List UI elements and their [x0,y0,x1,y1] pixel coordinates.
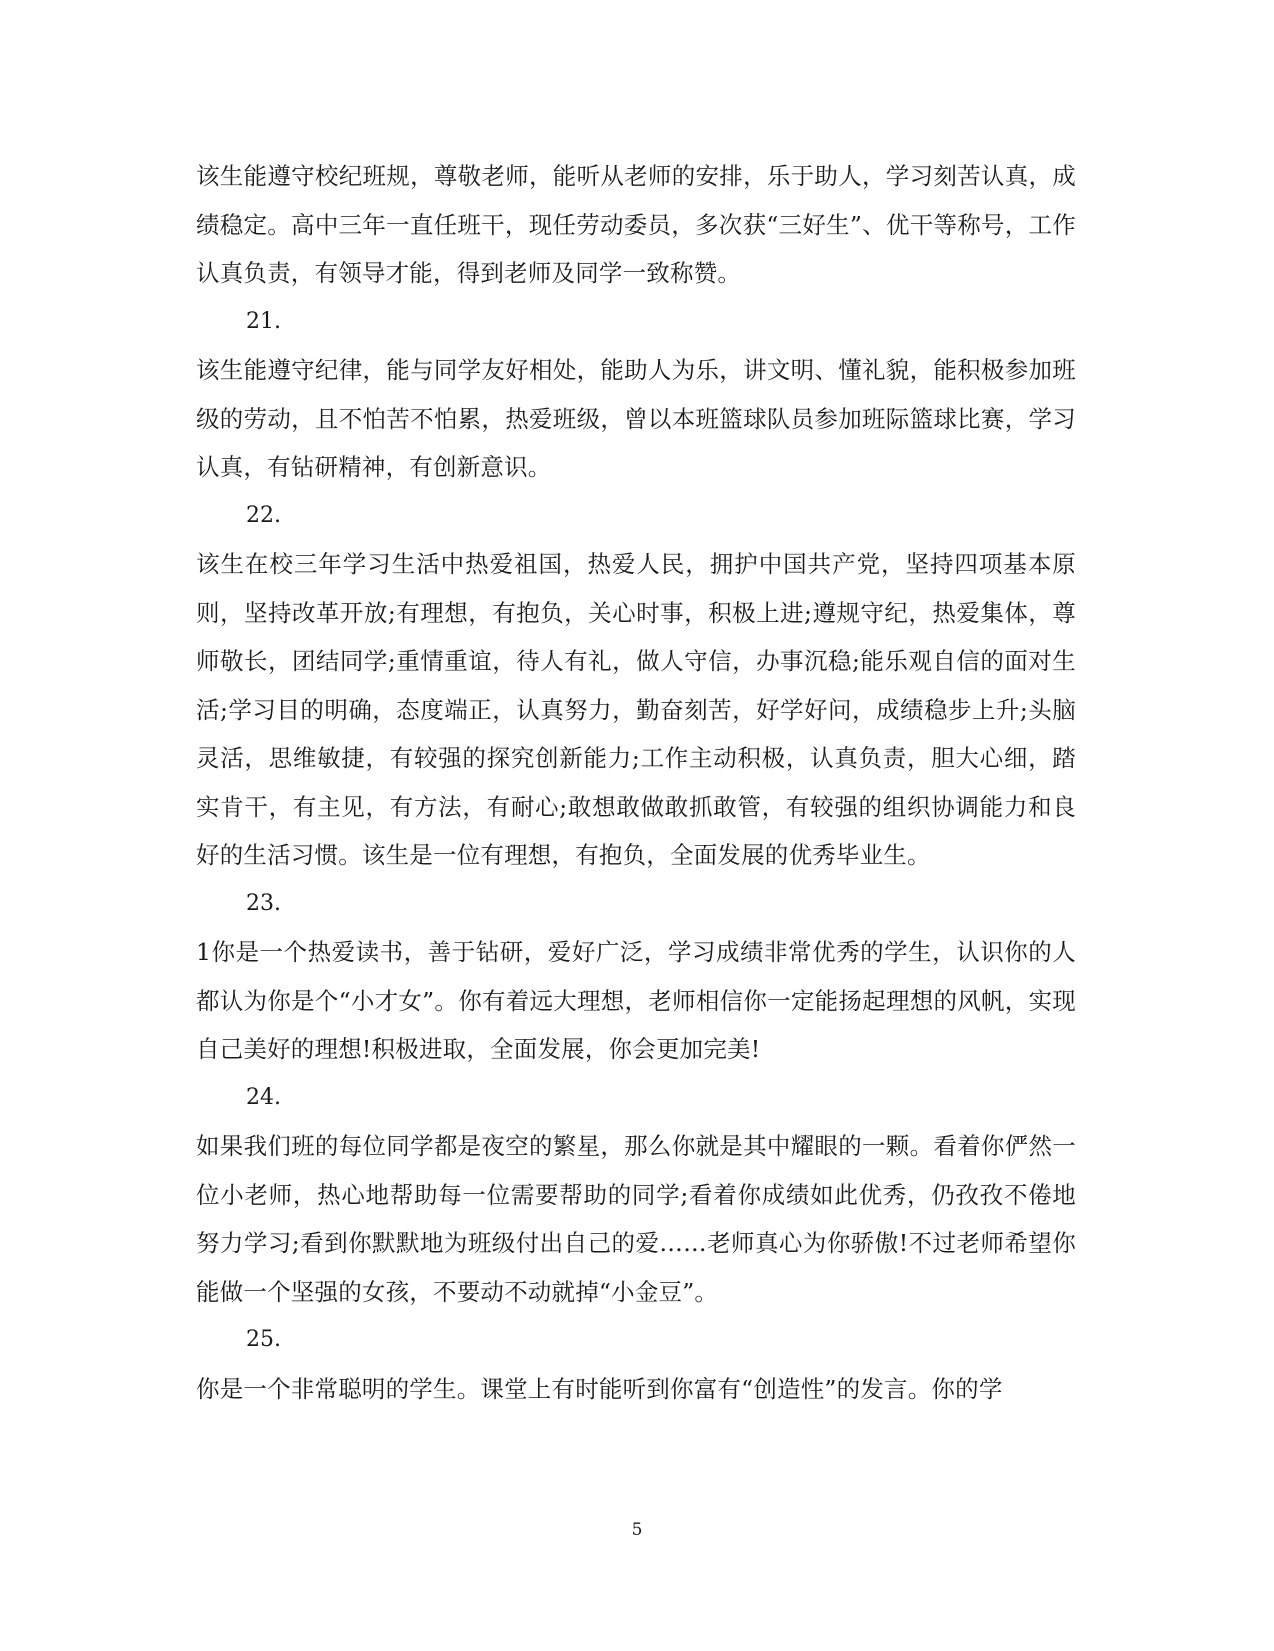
item-number-24: 24. [246,1084,281,1110]
item-number-21: 21. [246,308,281,334]
paragraph-20: 该生能遵守校纪班规，尊敬老师，能听从老师的安排，乐于助人，学习刻苦认真，成绩稳定。高中三年一直任班干，现任劳动委员，多次获“三好生”、优干等称号，工作认真负责，有领导才能，得到老师及同学一致称赞。 [196,162,1076,287]
paragraph-24: 如果我们班的每位同学都是夜空的繁星，那么你就是其中耀眼的一颗。看着你俨然一位小老师，热心地帮助每一位需要帮助的同学;看着你成绩如此优秀，仍孜孜不倦地努力学习;看到你默默地为班级付出自己的爱……老师真心为你骄傲!不过老师希望你能做一个坚强的女孩，不要动不动就掉“小金豆”。 [196,1132,1076,1306]
paragraph-25: 你是一个非常聪明的学生。课堂上有时能听到你富有“创造性”的发言。你的学 [196,1374,1003,1403]
paragraph-23: 1你是一个热爱读书，善于钻研，爱好广泛，学习成绩非常优秀的学生，认识你的人都认为你是个“小才女”。你有着远大理想，老师相信你一定能扬起理想的风帆，实现自己美好的理想!积极进取，全面发展，你会更加完美! [196,938,1076,1063]
paragraph-21: 该生能遵守纪律，能与同学友好相处，能助人为乐，讲文明、懂礼貌，能积极参加班级的劳动，且不怕苦不怕累，热爱班级，曾以本班篮球队员参加班际篮球比赛，学习认真，有钻研精神，有创新意识。 [196,356,1076,481]
page-number: 5 [631,1520,643,1540]
item-number-23: 23. [246,890,281,916]
item-number-22: 22. [246,502,281,528]
item-number-25: 25. [246,1327,281,1352]
paragraph-22: 该生在校三年学习生活中热爱祖国，热爱人民，拥护中国共产党，坚持四项基本原则，坚持改革开放;有理想，有抱负，关心时事，积极上进;遵规守纪，热爱集体，尊师敬长，团结同学;重情重谊，待人有礼，做人守信，办事沉稳;能乐观自信的面对生活;学习目的明确，态度端正，认真努力，勤奋刻苦，好学好问，成绩稳步上升;头脑灵活，思维敏捷，有较强的探究创新能力;工作主动积极，认真负责，胆大心细，踏实肯干，有主见，有方法，有耐心;敢想敢做敢抓敢管，有较强的组织协调能力和良好的生活习惯。该生是一位有理想，有抱负，全面发展的优秀毕业生。 [196,550,1076,869]
document-body [196,152,1076,1413]
